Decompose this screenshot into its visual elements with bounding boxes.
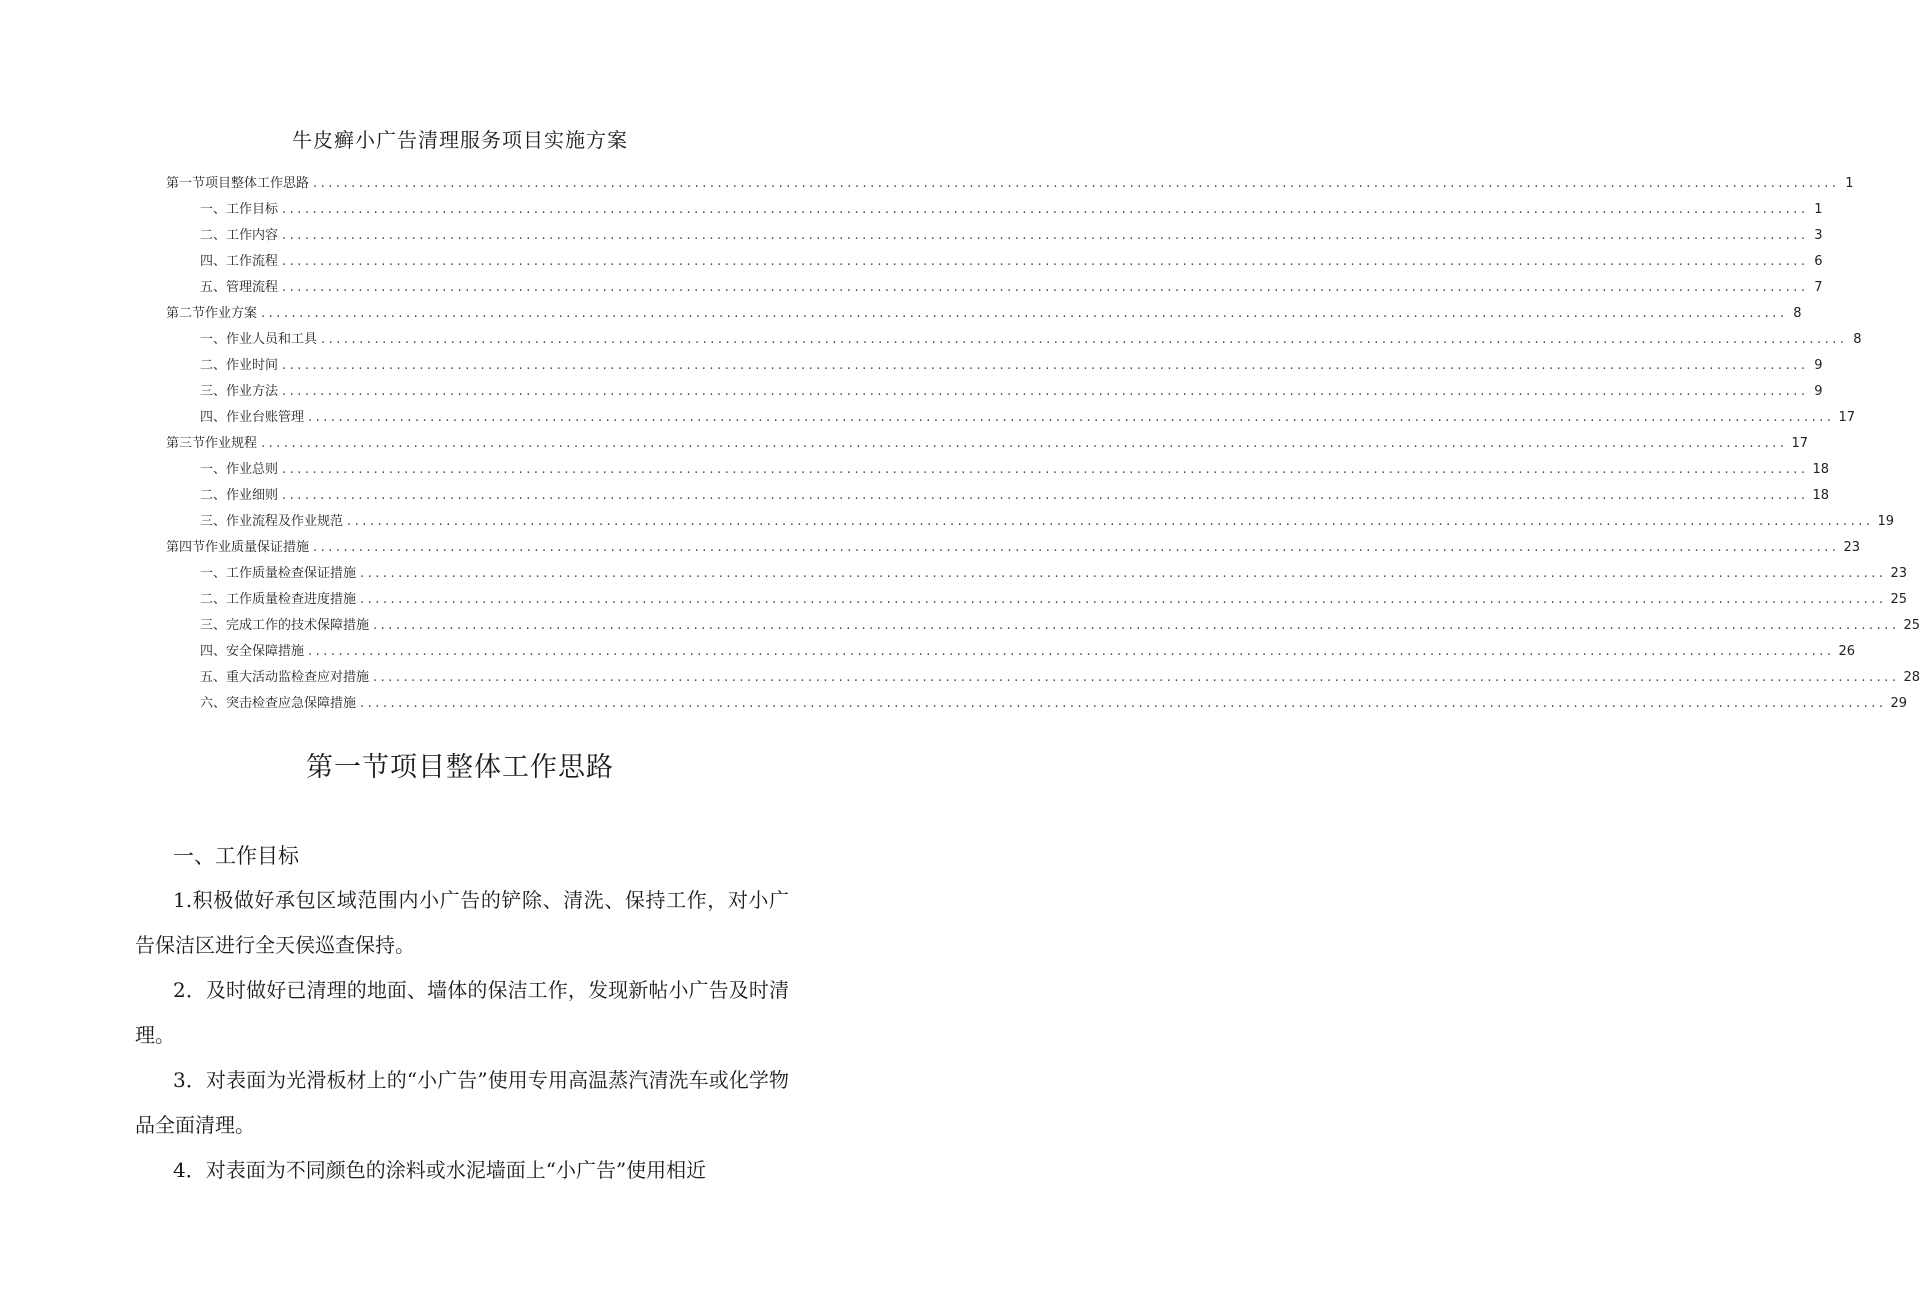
toc-entry[interactable] [166,451,1830,477]
toc-dot-leader: ........................................................................................................................................................................................................ [308,644,1835,659]
toc-entry-page: 19 [1877,514,1895,529]
toc-entry[interactable] [166,477,1830,503]
toc-entry-text: 第四节作业质量保证措施 [166,540,310,555]
toc-entry-page: 8 [1853,332,1862,347]
toc-entry-page: 9 [1814,358,1823,373]
document-title: 牛皮癣小广告清理服务项目实施方案 [292,128,628,152]
paragraph-2: 2．及时做好已清理的地面、墙体的保洁工作，发现新帖小广告及时清理。 [135,978,789,1047]
toc-dot-leader: ........................................................................................................................................................................................................ [373,618,1900,633]
toc-entry[interactable] [166,633,1856,659]
toc-entry-page: 1 [1845,176,1854,191]
toc-dot-leader: ........................................................................................................................................................................................................ [321,332,1848,347]
toc-dot-leader: ........................................................................................................................................................................................................ [313,540,1840,555]
toc-entry[interactable] [166,269,1823,295]
toc-entry-text: 三、作业流程及作业规范 [200,514,344,529]
toc-entry-text: 第一节项目整体工作思路 [166,176,310,191]
paragraph-3: 3．对表面为光滑板材上的“小广告”使用专用高温蒸汽清洗车或化学物品全面清理。 [135,1068,789,1137]
toc-dot-leader: ........................................................................................................................................................................................................ [360,566,1887,581]
toc-entry[interactable] [166,503,1895,529]
toc-dot-leader: ........................................................................................................................................................................................................ [313,176,1840,191]
toc-entry-page: 7 [1814,280,1823,295]
toc-dot-leader: ........................................................................................................................................................................................................ [282,280,1809,295]
toc-dot-leader: ........................................................................................................................................................................................................ [308,410,1835,425]
toc-dot-leader: ........................................................................................................................................................................................................ [261,306,1788,321]
toc-entry-page: 18 [1812,462,1830,477]
toc-dot-leader: ........................................................................................................................................................................................................ [282,384,1809,399]
section-heading: 第一节项目整体工作思路 [306,752,614,783]
toc-dot-leader: ........................................................................................................................................................................................................ [360,696,1887,711]
toc-entry-text: 第二节作业方案 [166,306,258,321]
toc-dot-leader: ........................................................................................................................................................................................................ [282,254,1809,269]
paragraph-4: 4．对表面为不同颜色的涂料或水泥墙面上“小广告”使用相近 [173,1158,707,1182]
toc-entry-page: 8 [1793,306,1802,321]
toc-entry-text: 一、作业总则 [200,462,279,477]
toc-entry[interactable] [166,321,1862,347]
toc-entry-page: 1 [1814,202,1823,217]
toc-dot-leader: ........................................................................................................................................................................................................ [360,592,1887,607]
toc-entry[interactable] [166,373,1823,399]
toc-entry-text: 第三节作业规程 [166,436,258,451]
toc-entry-text: 三、完成工作的技术保障措施 [200,618,370,633]
toc-dot-leader: ........................................................................................................................................................................................................ [373,670,1900,685]
toc-entry-page: 18 [1812,488,1830,503]
toc-entry-text: 三、作业方法 [200,384,279,399]
toc-entry-page: 17 [1791,436,1809,451]
toc-entry-page: 3 [1814,228,1823,243]
toc-entry-text: 五、重大活动监检查应对措施 [200,670,370,685]
toc-entry-text: 四、工作流程 [200,254,279,269]
toc-entry-page: 25 [1903,618,1920,633]
toc-dot-leader: ........................................................................................................................................................................................................ [282,462,1809,477]
toc-dot-leader: ........................................................................................................................................................................................................ [261,436,1788,451]
toc-entry-text: 一、工作质量检查保证措施 [200,566,357,581]
toc-entry-page: 6 [1814,254,1823,269]
toc-entry[interactable] [166,685,1908,711]
toc-entry-page: 23 [1890,566,1908,581]
toc-entry-page: 26 [1838,644,1856,659]
toc-entry[interactable] [166,191,1823,217]
toc-dot-leader: ........................................................................................................................................................................................................ [282,202,1809,217]
toc-entry-text: 四、作业台账管理 [200,410,305,425]
toc-entry-page: 17 [1838,410,1856,425]
toc-entry[interactable] [166,217,1823,243]
paragraph-1: 1.积极做好承包区域范围内小广告的铲除、清洗、保持工作，对小广告保洁区进行全天侯巡查保持。 [135,888,789,957]
toc-entry[interactable] [166,529,1861,555]
toc-entry[interactable] [166,347,1823,373]
toc-entry-text: 四、安全保障措施 [200,644,305,659]
toc-entry-page: 25 [1890,592,1908,607]
toc-entry[interactable] [166,581,1908,607]
toc-dot-leader: ........................................................................................................................................................................................................ [282,358,1809,373]
toc-entry[interactable] [166,243,1823,269]
body-text [135,834,789,1193]
toc-entry-text: 二、工作质量检查进度措施 [200,592,357,607]
toc-entry-text: 二、作业细则 [200,488,279,503]
toc-entry-page: 28 [1903,670,1920,685]
toc-dot-leader: ........................................................................................................................................................................................................ [282,228,1809,243]
toc-entry[interactable] [166,425,1809,451]
toc-entry[interactable] [166,295,1802,321]
toc-entry-text: 六、突击检查应急保障措施 [200,696,357,711]
toc-entry-page: 29 [1890,696,1908,711]
toc-entry-text: 一、工作目标 [200,202,279,217]
toc-entry-text: 一、作业人员和工具 [200,332,318,347]
toc-entry[interactable] [166,399,1856,425]
toc-dot-leader: ........................................................................................................................................................................................................ [282,488,1809,503]
table-of-contents [166,165,1920,711]
toc-entry-page: 9 [1814,384,1823,399]
toc-entry[interactable] [166,659,1920,685]
toc-entry-text: 五、管理流程 [200,280,279,295]
toc-dot-leader: ........................................................................................................................................................................................................ [347,514,1874,529]
toc-entry-page: 23 [1843,540,1861,555]
toc-entry[interactable] [166,555,1908,581]
sub-heading: 一、工作目标 [173,844,299,868]
toc-entry-text: 二、工作内容 [200,228,279,243]
toc-entry-text: 二、作业时间 [200,358,279,373]
toc-entry[interactable] [166,165,1854,191]
toc-entry[interactable] [166,607,1920,633]
